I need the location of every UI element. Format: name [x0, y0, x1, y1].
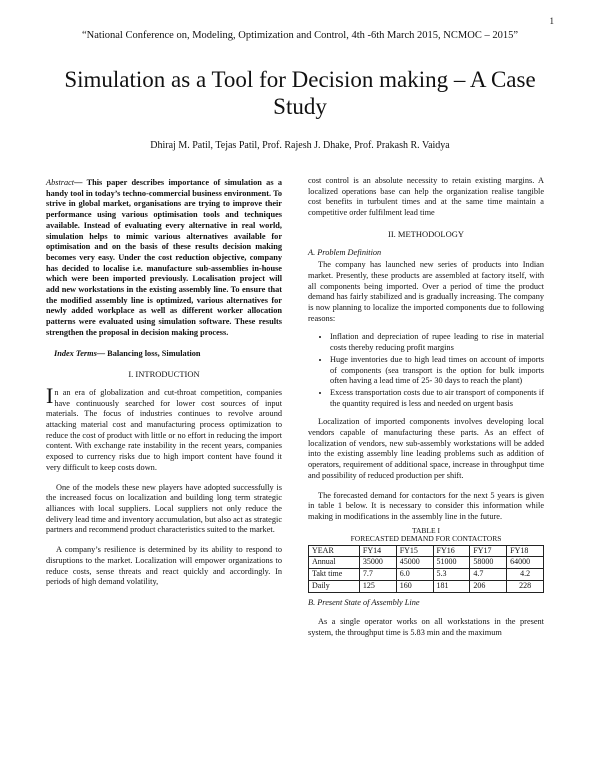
table-caption [308, 527, 544, 544]
table-title: FORECASTED DEMAND FOR CONTACTORS [350, 534, 502, 544]
table-cell: 181 [433, 580, 470, 592]
table-row [309, 580, 544, 592]
left-column [46, 178, 282, 588]
page-number: 1 [549, 16, 554, 26]
list-item: • Huge inventories due to high lead times on account of imports of components (sea transport is the option for bulk imports often having a lead time of 25- 30 days to reach the plant) [330, 355, 544, 387]
table-cell: 125 [359, 580, 396, 592]
intro-paragraph-3-continued: cost control is an absolute necessity to retain existing margins. A localized operations base can help the organization realise tangible cost benefits in turbulent times and at the same time maintain a competitive order fulfilment lead time [308, 176, 544, 218]
table-cell: 5.3 [433, 569, 470, 581]
abstract-text: — This paper describes importance of simulation as a handy tool in today’s techno-commercial business environment. To strive in global market, organisations are trying to improve their performance using various optimisation tools and techniques available. Instead of evaluating every alternative in real world, simulation helps to mimic various alternatives available for optimisation and on the basis of these results decision making becomes very easy. Under the cost reduction objective, company has decided to localise i.e. manufacture sub-assemblies in-house which were been imported previously. Localisation project will add new workstations in the existing assembly line. To ensure that the modified assembly line is optimized, various alternatives for newly added workplace as well as different worker allocation patterns were evaluated using simulation software. These results strengthen the proposal in decision making process. [46, 178, 282, 337]
index-terms-text: — Balancing loss, Simulation [96, 348, 201, 358]
intro-paragraph-3: A company’s resilience is determined by its ability to respond to disruptions to the market. Localization will empower organizations to reduce costs, sense threats and react quickly and accordingly. In periods of high demand volatility, [46, 545, 282, 587]
section-heading-introduction: I. INTRODUCTION [128, 369, 200, 380]
list-item: • Inflation and depreciation of rupee leading to rise in material costs thereby reducing profit margins [330, 332, 544, 353]
subsection-heading-present-state: B. Present State of Assembly Line [308, 597, 420, 607]
table-cell: Annual [309, 557, 360, 569]
abstract [46, 178, 282, 339]
section-heading-methodology: II. METHODOLOGY [387, 228, 464, 239]
intro-paragraph-1-text: n an era of globalization and cut-throat competition, companies have continuously searched for lower cost sources of input materials. The focus of industries continues to revolve around attacking material cost and manufacturing process optimization to reduce the cost of product with little or no effort in reducing the import content. With exchange rate instability in the recent years, companies exposed to currency risks due to high import content have found it very difficult to keep costs down. [46, 387, 283, 472]
table-cell: YEAR [309, 545, 360, 557]
table-cell: 45000 [396, 557, 433, 569]
table-cell: 58000 [470, 557, 507, 569]
table-cell: FY14 [359, 545, 396, 557]
table-cell: 64000 [507, 557, 544, 569]
drop-cap: I [46, 382, 54, 408]
table-cell: Takt time [309, 569, 360, 581]
subsection-heading-problem-definition: A. Problem Definition [308, 247, 382, 257]
table-cell: 35000 [359, 557, 396, 569]
problem-definition-paragraph: The company has launched new series of products into Indian market. Presently, these products are assembled at factory itself, with all components being imported. Over a period of time the product demand has fairly stabilized and is gradually increasing. The company is now planning to localize the imported components due to following reasons: [308, 260, 544, 323]
reasons-list [308, 332, 544, 409]
table-row [309, 545, 544, 557]
intro-paragraph-2: One of the models these new players have adopted successfully is the increased focus on localization and building long term strategic alliances with local suppliers. Local suppliers not only reduce the delivery lead time and inventory accumulation, but also act as strategic partners and recommend product characteristics suited to the market. [46, 482, 282, 535]
table-cell: 4.7 [470, 569, 507, 581]
table-cell: 228 [507, 580, 544, 592]
list-item: • Excess transportation costs due to air transport of components if the quantity required is less and needed on urgent basis [330, 388, 544, 409]
table-cell: 51000 [433, 557, 470, 569]
paper-title: Simulation as a Tool for Decision making – A Case Study [64, 67, 536, 119]
table-cell: FY18 [507, 545, 544, 557]
forecast-paragraph: The forecasted demand for contactors for the next 5 years is given in table 1 below. It is necessary to consider this information while making in modifications in the assembly line in the future. [308, 490, 544, 521]
table-cell: FY17 [470, 545, 507, 557]
table-cell: FY15 [396, 545, 433, 557]
table-number: TABLE I [412, 525, 440, 535]
index-terms-label: Index Terms [54, 348, 97, 358]
forecast-table [308, 545, 544, 593]
table-cell: FY16 [433, 545, 470, 557]
conference-header: “National Conference on, Modeling, Optimization and Control, 4th -6th March 2015, NCMOC – 2015” [82, 30, 518, 41]
table-row [309, 557, 544, 569]
table-cell: 7.7 [359, 569, 396, 581]
present-state-paragraph: As a single operator works on all workstations in the present system, the throughput time is 5.83 min and the maximum [308, 617, 544, 637]
table-cell: 4.2 [507, 569, 544, 581]
right-column [308, 176, 544, 639]
author-list: Dhiraj M. Patil, Tejas Patil, Prof. Rajesh J. Dhake, Prof. Prakash R. Vaidya [150, 140, 450, 151]
table-row [309, 569, 544, 581]
table-cell: 160 [396, 580, 433, 592]
table-cell: 6.0 [396, 569, 433, 581]
table-cell: 206 [470, 580, 507, 592]
table-cell: Daily [309, 580, 360, 592]
abstract-label: Abstract [46, 178, 75, 187]
localization-paragraph: Localization of imported components involves developing local vendors capable of manufacturing these parts. As an effect of localization of vendors, new sub-assembly workstations will be added into the existing assembly line leading problems such as addition of operators, requirement of additional space, increase in throughput time and possibility of reduced production per shift. [308, 417, 544, 480]
index-terms [46, 349, 282, 360]
intro-paragraph-1 [46, 382, 283, 474]
